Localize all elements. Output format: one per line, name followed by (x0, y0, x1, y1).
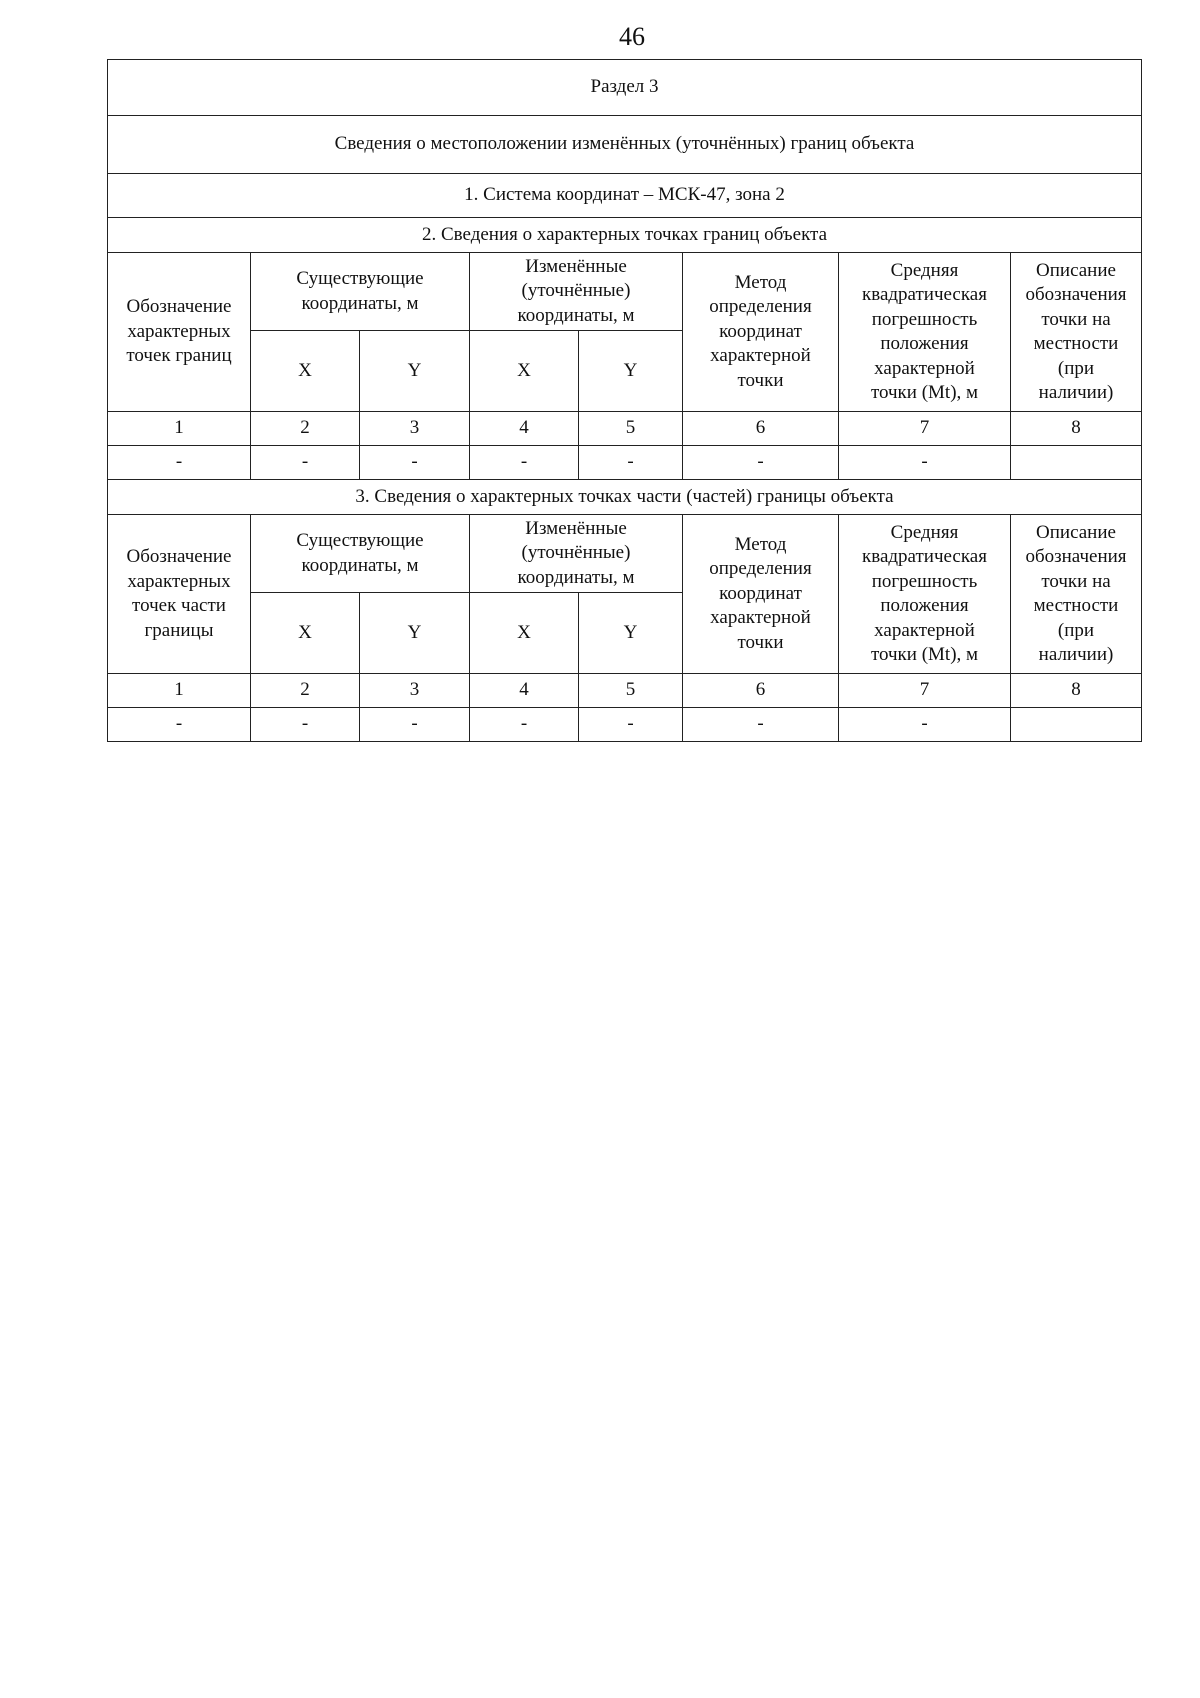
column-number: 7 (839, 412, 1011, 446)
table-row (108, 708, 1142, 742)
column-numbers-row (108, 674, 1142, 708)
header-changed-x: X (470, 593, 579, 674)
table-cell: - (470, 708, 579, 742)
page-number: 46 (619, 22, 645, 51)
table-cell: - (251, 708, 360, 742)
column-number: 6 (683, 674, 839, 708)
info-title: Сведения о местоположении изменённых (уточнённых) границ объекта (108, 116, 1142, 174)
header-designation: Обозначение характерных точек границ (108, 253, 251, 412)
column-number: 1 (108, 674, 251, 708)
header-changed-coordinates: Изменённые (уточнённые) координаты, м (470, 515, 683, 593)
table-cell: - (579, 708, 683, 742)
column-number: 4 (470, 674, 579, 708)
table-cell (1011, 446, 1142, 480)
header-existing-y: Y (360, 593, 470, 674)
table-cell: - (579, 446, 683, 480)
column-number: 6 (683, 412, 839, 446)
table-row (108, 446, 1142, 480)
header-mean-error: Средняя квадратическая погрешность положения характерной точки (Mt), м (839, 253, 1011, 412)
header-method: Метод определения координат характерной точки (683, 515, 839, 674)
table-cell: - (470, 446, 579, 480)
header-changed-y: Y (579, 593, 683, 674)
table-cell: - (108, 446, 251, 480)
table-cell: - (839, 708, 1011, 742)
part-points-table-caption: 3. Сведения о характерных точках части (частей) границы объекта (108, 480, 1142, 515)
column-number: 5 (579, 412, 683, 446)
column-number: 8 (1011, 412, 1142, 446)
column-number: 2 (251, 412, 360, 446)
column-number: 8 (1011, 674, 1142, 708)
column-numbers-row (108, 412, 1142, 446)
header-changed-y: Y (579, 331, 683, 412)
table-cell: - (251, 446, 360, 480)
header-designation: Обозначение характерных точек части границы (108, 515, 251, 674)
section-title: Раздел 3 (108, 60, 1142, 116)
column-number: 3 (360, 412, 470, 446)
table-cell: - (360, 708, 470, 742)
header-description: Описание обозначения точки на местности (при наличии) (1011, 253, 1142, 412)
table-cell: - (683, 708, 839, 742)
section-3-table (107, 59, 1142, 742)
header-existing-x: X (251, 593, 360, 674)
header-changed-coordinates: Изменённые (уточнённые) координаты, м (470, 253, 683, 331)
table-cell: - (683, 446, 839, 480)
header-changed-x: X (470, 331, 579, 412)
column-number: 1 (108, 412, 251, 446)
header-mean-error: Средняя квадратическая погрешность положения характерной точки (Mt), м (839, 515, 1011, 674)
header-description: Описание обозначения точки на местности (при наличии) (1011, 515, 1142, 674)
header-existing-x: X (251, 331, 360, 412)
header-existing-coordinates: Существующие координаты, м (251, 515, 470, 593)
column-number: 2 (251, 674, 360, 708)
header-existing-coordinates: Существующие координаты, м (251, 253, 470, 331)
header-existing-y: Y (360, 331, 470, 412)
header-method: Метод определения координат характерной точки (683, 253, 839, 412)
column-number: 4 (470, 412, 579, 446)
points-table-caption: 2. Сведения о характерных точках границ объекта (108, 218, 1142, 253)
column-number: 7 (839, 674, 1011, 708)
table-cell (1011, 708, 1142, 742)
table-cell: - (839, 446, 1011, 480)
column-number: 5 (579, 674, 683, 708)
table-cell: - (360, 446, 470, 480)
table-cell: - (108, 708, 251, 742)
coordinate-system: 1. Система координат – МСК-47, зона 2 (108, 174, 1142, 218)
column-number: 3 (360, 674, 470, 708)
